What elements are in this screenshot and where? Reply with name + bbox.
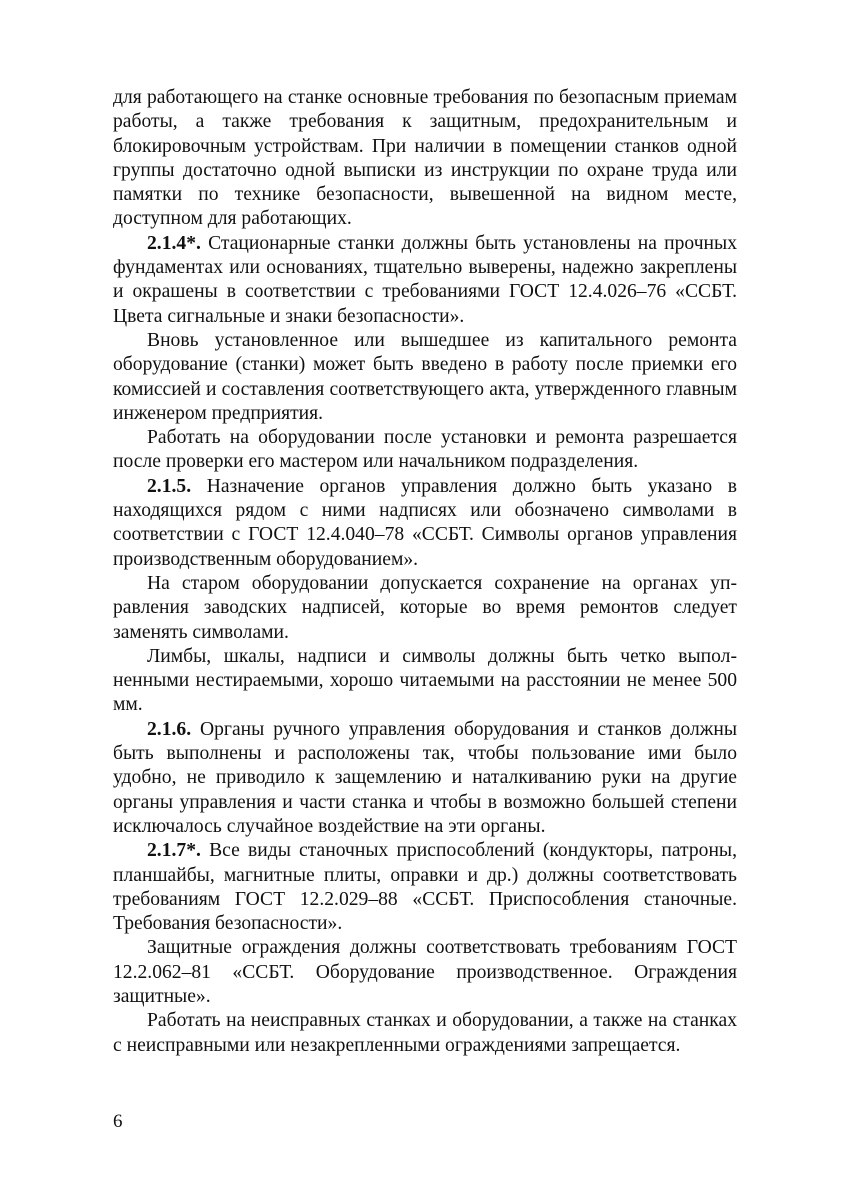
paragraph-text: Вновь установленное или вышедшее из капитального ремонта оборудование (станки) может быть введено в работу после приемки его комиссией и составления соответствующего акта, утвержденного главным инженером предприятия. [113,329,737,424]
paragraph-2-1-6 [113,718,737,839]
page-body [113,86,737,1058]
page-number: 6 [113,1111,123,1132]
paragraph-prohibition [113,1009,737,1058]
paragraph-text: Работать на неисправных станках и оборудовании, а также на станках с неисправными или незакрепленными ограждениями запрещается. [113,1010,737,1056]
paragraph-text: Лимбы, шкалы, надписи и символы должны быть четко выполненными нестираемыми, хорошо читаемыми на расстоянии не менее 500 мм. [113,645,737,716]
paragraph-guards [113,936,737,1009]
paragraph-text: для работающего на станке основные требования по безопасным приемам работы, а также требования к защитным, предохранительным и блокировочным устройствам. При наличии в помещении станков одной группы достаточно одной выписки из инструкции по охране труда или памятки по технике безопасности, вывешенной на видном месте, доступном для работающих. [113,87,737,230]
paragraph-commissioning [113,329,737,426]
paragraph-2-1-4 [113,232,737,329]
paragraph-work-permission [113,426,737,475]
paragraph-text: Стационарные станки должны быть установлены на прочных фундаментах или основаниях, тщательно выверены, надежно закреплены и окрашены в соответствии с требованиями ГОСТ 12.4.026–76 «ССБТ. Цвета сигнальные и знаки безопасности». [113,232,737,327]
paragraph-2-1-5 [113,475,737,572]
section-number: 2.1.5. [147,475,192,497]
paragraph-text: Органы ручного управления оборудования и станков должны быть выполнены и расположены так, чтобы пользование ими было удобно, не приводило к защемлению и наталкиванию руки на другие органы управления и части станка и чтобы в возможно большей степени исключалось случайное воздействие на эти органы. [113,718,737,837]
paragraph-text: Все виды станочных приспособлений (кондукторы, патроны, планшайбы, магнитные плиты, оправки и др.) должны соответствовать требованиям ГОСТ 12.2.029–88 «ССБТ. Приспособления станочные. Требования безопасности». [113,840,737,935]
paragraph-old-equipment [113,572,737,645]
paragraph-text: Работать на оборудовании после установки и ремонта разрешается после проверки его мастером или начальником подразделения. [113,427,737,473]
paragraph-text: Защитные ограждения должны соответствовать требованиям ГОСТ 12.2.062–81 «ССБТ. Оборудование производственное. Ограждения защитные». [113,937,737,1007]
section-number: 2.1.7*. [147,840,201,862]
section-number: 2.1.6. [147,718,192,740]
paragraph-dials-scales [113,645,737,718]
paragraph-intro-continuation [113,86,737,232]
paragraph-text: Назначение органов управления должно быть указано в находящихся рядом с ними надписях или обозначено символами в соответствии с ГОСТ 12.4.040–78 «ССБТ. Символы органов управления производственным оборудованием». [113,475,737,570]
section-number: 2.1.4*. [147,232,201,254]
paragraph-2-1-7 [113,839,737,936]
paragraph-text: На старом оборудовании допускается сохранение на органах управления заводских надписей, которые во время ремонтов следует заменять символами. [113,572,737,643]
